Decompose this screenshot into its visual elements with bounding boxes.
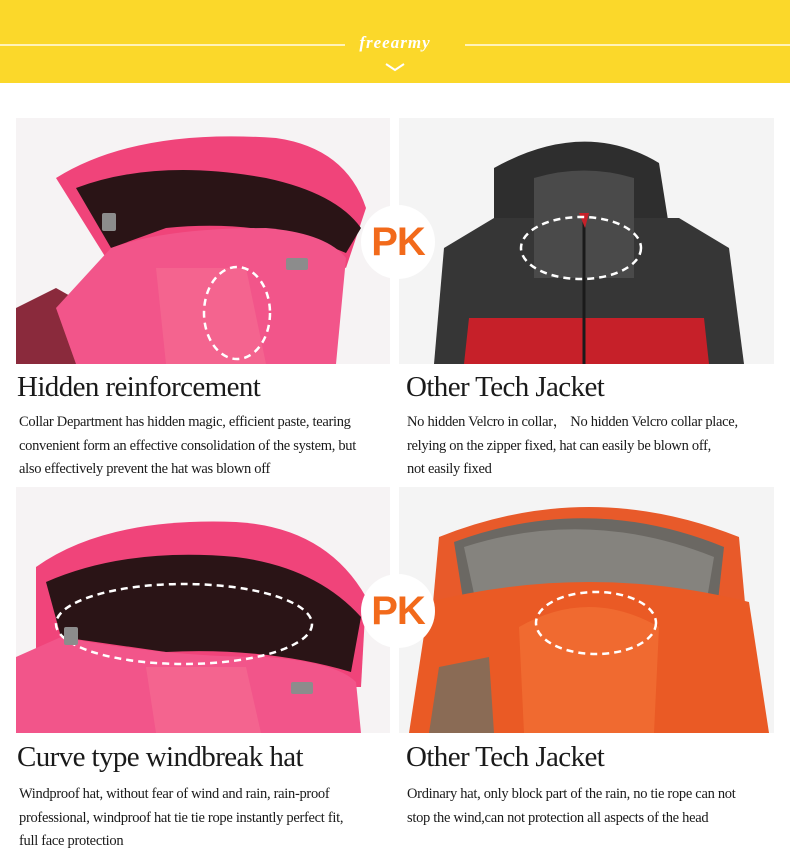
brand-logo-text: freearmy xyxy=(359,33,431,52)
panel-description-line: professional, windproof hat tie tie rope instantly perfect fit, xyxy=(19,809,344,826)
photo-pink-hood-collar xyxy=(16,118,390,364)
pk-badge: PK xyxy=(361,205,435,279)
panel-description-line: stop the wind,can not protection all aspects of the head xyxy=(407,809,709,826)
panel-description-line: No hidden Velcro in collar， No hidden Velcro collar place, xyxy=(407,414,738,430)
panel-description xyxy=(407,411,777,482)
panel-description-line: Windproof hat, without fear of wind and rain, rain-proof xyxy=(19,786,330,802)
panel-description-line: full face protection xyxy=(19,833,124,849)
panel-heading: Other Tech Jacket xyxy=(406,371,605,403)
panel-description-line: Ordinary hat, only block part of the rain, no tie rope can not xyxy=(407,786,736,802)
panel-description xyxy=(407,783,777,830)
panel-heading: Other Tech Jacket xyxy=(406,741,605,773)
photo-orange-jacket-hood xyxy=(399,487,774,733)
photo-pink-hood-curve xyxy=(16,487,390,733)
pk-badge: PK xyxy=(361,574,435,648)
panel-description xyxy=(19,783,389,854)
panel-description-line: relying on the zipper fixed, hat can easily be blown off, xyxy=(407,437,711,454)
chevron-down-icon xyxy=(384,62,406,72)
panel-heading: Hidden reinforcement xyxy=(17,371,261,403)
panel-description-line: Collar Department has hidden magic, efficient paste, tearing xyxy=(19,414,351,430)
panel-description-line: not easily fixed xyxy=(407,461,492,477)
panel-description-line: convenient form an effective consolidation of the system, but xyxy=(19,437,356,454)
panel-heading: Curve type windbreak hat xyxy=(17,741,303,773)
panel-description xyxy=(19,411,389,482)
brand-banner xyxy=(0,0,790,83)
photo-other-jacket-collar xyxy=(399,118,774,364)
panel-description-line: also effectively prevent the hat was blown off xyxy=(19,461,271,477)
